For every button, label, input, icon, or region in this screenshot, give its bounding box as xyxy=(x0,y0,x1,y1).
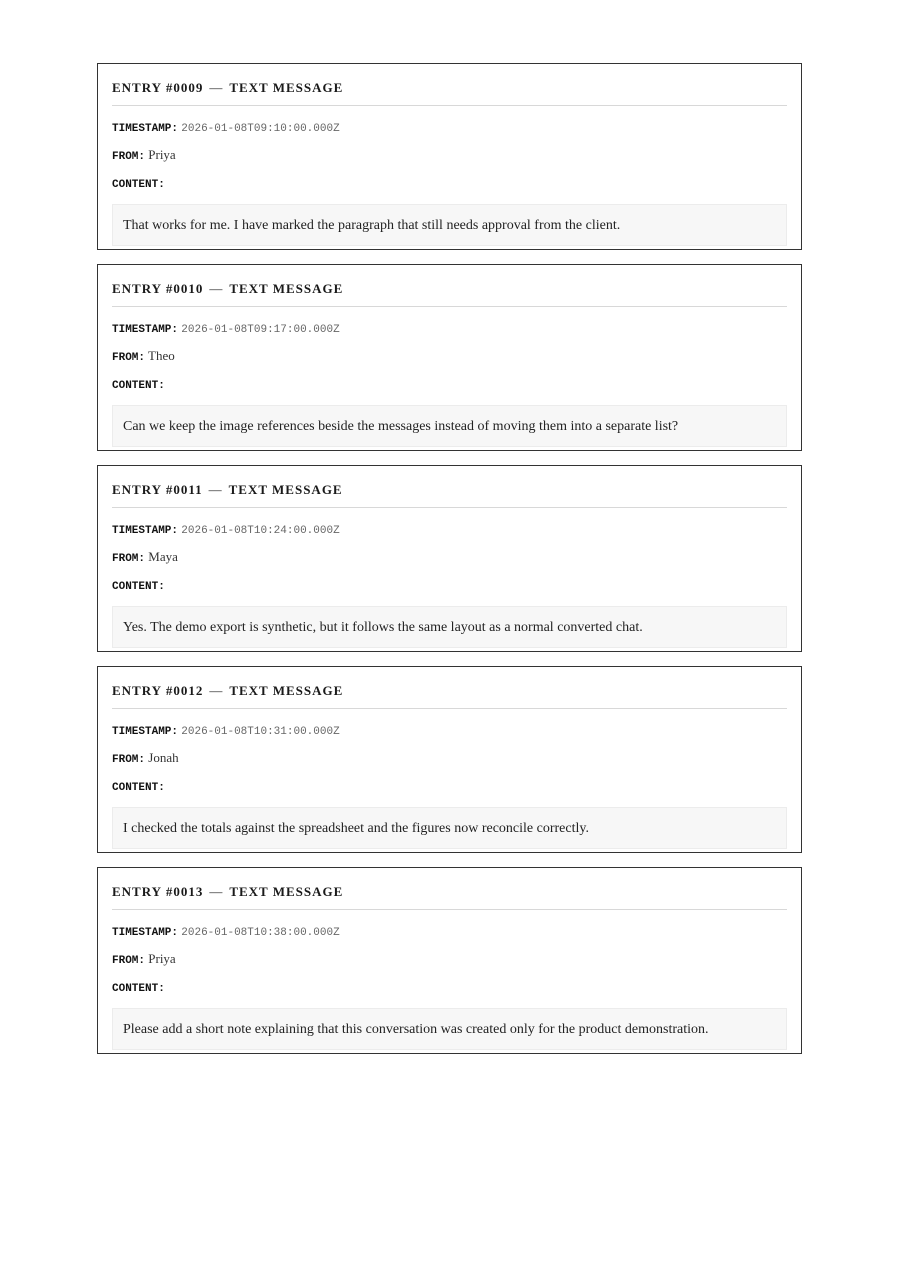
from-value: Priya xyxy=(148,147,176,162)
entry-header xyxy=(112,265,787,307)
message-content: That works for me. I have marked the paragraph that still needs approval from the client. xyxy=(112,204,787,246)
entry-type: TEXT MESSAGE xyxy=(229,683,344,698)
content-label: CONTENT: xyxy=(112,380,165,392)
type-separator: — xyxy=(209,884,224,899)
message-content: Can we keep the image references beside the messages instead of moving them into a separate list? xyxy=(112,405,787,447)
entry-id: ENTRY #0010 xyxy=(112,281,204,296)
timestamp-label: TIMESTAMP: xyxy=(112,927,179,939)
from-row xyxy=(112,147,787,165)
entry-card xyxy=(97,465,802,652)
timestamp-value: 2026-01-08T10:31:00.000Z xyxy=(181,726,340,738)
entry-type: TEXT MESSAGE xyxy=(229,884,344,899)
entry-card xyxy=(97,264,802,451)
type-separator: — xyxy=(209,281,224,296)
from-row xyxy=(112,348,787,366)
timestamp-value: 2026-01-08T10:38:00.000Z xyxy=(181,927,340,939)
message-content: I checked the totals against the spreadsheet and the figures now reconcile correctly. xyxy=(112,807,787,849)
from-label: FROM: xyxy=(112,151,146,163)
content-row xyxy=(112,577,787,595)
content-row xyxy=(112,175,787,193)
entry-type: TEXT MESSAGE xyxy=(229,281,344,296)
content-label: CONTENT: xyxy=(112,782,165,794)
from-label: FROM: xyxy=(112,352,146,364)
chat-export-page xyxy=(97,63,802,1068)
entry-type: TEXT MESSAGE xyxy=(228,482,343,497)
entry-header xyxy=(112,667,787,709)
from-label: FROM: xyxy=(112,553,146,565)
timestamp-value: 2026-01-08T10:24:00.000Z xyxy=(181,525,340,537)
entry-card xyxy=(97,867,802,1054)
entry-card xyxy=(97,63,802,250)
content-row xyxy=(112,979,787,997)
timestamp-label: TIMESTAMP: xyxy=(112,123,179,135)
timestamp-value: 2026-01-08T09:17:00.000Z xyxy=(181,324,340,336)
message-content: Please add a short note explaining that this conversation was created only for the product demonstration. xyxy=(112,1008,787,1050)
entry-header xyxy=(112,466,787,508)
entry-header xyxy=(112,64,787,106)
content-row xyxy=(112,778,787,796)
entry-card xyxy=(97,666,802,853)
timestamp-label: TIMESTAMP: xyxy=(112,324,179,336)
from-value: Theo xyxy=(148,348,175,363)
entry-type: TEXT MESSAGE xyxy=(229,80,344,95)
from-label: FROM: xyxy=(112,955,146,967)
type-separator: — xyxy=(208,482,223,497)
message-content: Yes. The demo export is synthetic, but it follows the same layout as a normal converted chat. xyxy=(112,606,787,648)
timestamp-row xyxy=(112,119,787,137)
from-row xyxy=(112,951,787,969)
timestamp-label: TIMESTAMP: xyxy=(112,525,179,537)
entry-id: ENTRY #0012 xyxy=(112,683,204,698)
from-value: Maya xyxy=(148,549,178,564)
from-value: Priya xyxy=(148,951,176,966)
timestamp-row xyxy=(112,923,787,941)
timestamp-row xyxy=(112,722,787,740)
entry-id: ENTRY #0013 xyxy=(112,884,204,899)
from-label: FROM: xyxy=(112,754,146,766)
entry-header xyxy=(112,868,787,910)
entry-id: ENTRY #0009 xyxy=(112,80,204,95)
timestamp-row xyxy=(112,521,787,539)
from-value: Jonah xyxy=(148,750,179,765)
content-label: CONTENT: xyxy=(112,179,165,191)
entry-id: ENTRY #0011 xyxy=(112,482,203,497)
timestamp-row xyxy=(112,320,787,338)
timestamp-label: TIMESTAMP: xyxy=(112,726,179,738)
content-label: CONTENT: xyxy=(112,983,165,995)
content-row xyxy=(112,376,787,394)
type-separator: — xyxy=(209,80,224,95)
timestamp-value: 2026-01-08T09:10:00.000Z xyxy=(181,123,340,135)
type-separator: — xyxy=(209,683,224,698)
content-label: CONTENT: xyxy=(112,581,165,593)
from-row xyxy=(112,750,787,768)
from-row xyxy=(112,549,787,567)
